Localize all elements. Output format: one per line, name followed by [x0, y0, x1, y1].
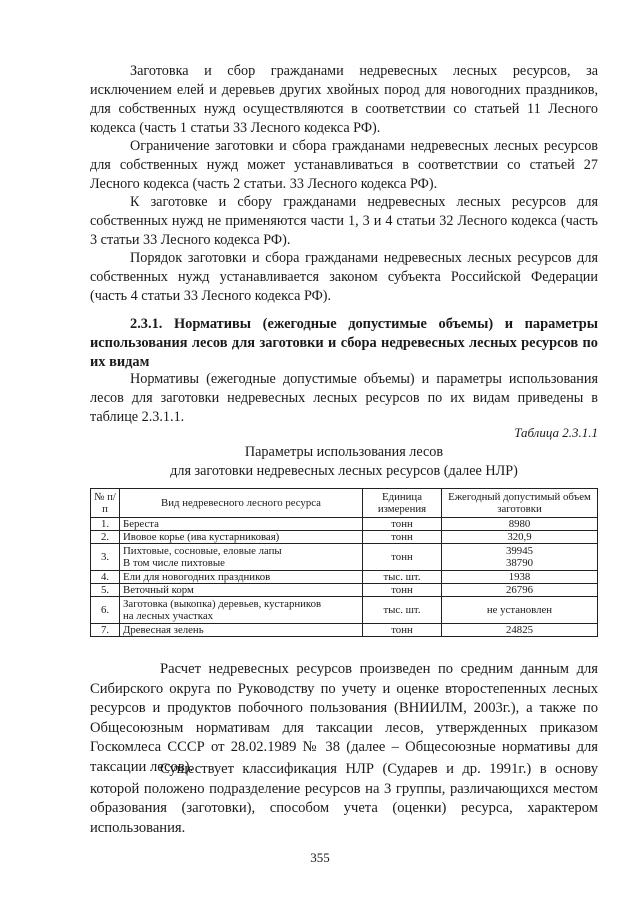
paragraph-norms: Нормативы (ежегодные допустимые объемы) и параметры использования лесов для заготовки недревесных лесных ресурсов по их видам приведены в таблице 2.3.1.1. — [90, 371, 598, 425]
paragraph-harvest-rules: Заготовка и сбор гражданами недревесных лесных ресурсов, за исключением елей и деревьев других хвойных пород для новогодних праздников, для собственных нужд осуществляются в соответствии со статьей 11 Лесного кодекса (часть 1 статьи 33 Лесного кодекса РФ). — [90, 63, 598, 136]
table-row — [91, 624, 598, 637]
row-num: 6. — [91, 597, 120, 624]
row-type: Ели для новогодних праздников — [120, 571, 363, 584]
row-num: 1. — [91, 518, 120, 531]
row-type-line1: Пихтовые, сосновые, еловые лапы — [123, 545, 282, 557]
table-row — [91, 531, 598, 544]
row-unit: тыс. шт. — [363, 571, 442, 584]
paragraph-procedure: Порядок заготовки и сбора гражданами недревесных лесных ресурсов для собственных нужд устанавливается законом субъекта Российской Федерации (часть 4 статьи 33 Лесного кодекса РФ). — [90, 250, 598, 304]
row-num: 2. — [91, 531, 120, 544]
table-header-row — [91, 489, 598, 518]
row-unit: тонн — [363, 518, 442, 531]
row-volume — [442, 544, 598, 571]
row-unit: тонн — [363, 544, 442, 571]
row-unit: тонн — [363, 584, 442, 597]
row-volume: 320,9 — [442, 531, 598, 544]
paragraph-not-applied: К заготовке и сбору гражданами недревесных лесных ресурсов для собственных нужд не применяются части 1, 3 и 4 статьи 32 Лесного кодекса (часть 3 статьи 33 Лесного кодекса РФ). — [90, 194, 598, 248]
table-title-line2: для заготовки недревесных лесных ресурсов (далее НЛР) — [170, 463, 518, 479]
row-type-line2: на лесных участках — [123, 610, 214, 622]
row-num: 5. — [91, 584, 120, 597]
header-unit: Единица измерения — [363, 489, 442, 518]
row-type: Веточный корм — [120, 584, 363, 597]
table-row — [91, 571, 598, 584]
table-row — [91, 597, 598, 624]
row-type — [120, 544, 363, 571]
row-volume: 1938 — [442, 571, 598, 584]
row-type: Береста — [120, 518, 363, 531]
row-type — [120, 597, 363, 624]
header-volume: Ежегодный допустимый объем заготовки — [442, 489, 598, 518]
row-unit: тонн — [363, 624, 442, 637]
row-unit: тыс. шт. — [363, 597, 442, 624]
parameters-table — [90, 488, 598, 637]
paragraph-restriction: Ограничение заготовки и сбора гражданами недревесных лесных ресурсов для собственных нужд может устанавливаться в соответствии со статьей 27 Лесного кодекса (часть 2 статьи. 33 Лесного кодекса РФ). — [90, 138, 598, 192]
page-number: 355 — [310, 850, 330, 865]
row-volume-line1: 39945 — [506, 545, 533, 557]
row-type-line2: В том числе пихтовые — [123, 557, 225, 569]
paragraph-calculation: Расчет недревесных ресурсов произведен по средним данным для Сибирского округа по Руководству по учету и оценке второстепенных лесных ресурсов и продуктов побочного пользования (ВНИИЛМ, 2003г.), а также по Общесоюзным нормативам для таксации лесов, утвержденных приказом Госкомлеса СССР от 28.02.1989 № 38 (далее – Общесоюзные нормативы для таксации лесов). — [90, 661, 598, 775]
table-title-line1: Параметры использования лесов — [244, 444, 444, 460]
row-volume: 8980 — [442, 518, 598, 531]
row-num: 7. — [91, 624, 120, 637]
row-type: Ивовое корье (ива кустарниковая) — [120, 531, 363, 544]
table-row — [91, 518, 598, 531]
row-volume: 24825 — [442, 624, 598, 637]
paragraph-classification: Существует классификация НЛР (Сударев и др. 1991г.) в основу которой положено подразделение ресурсов на 3 группы, различающихся местом образования (заготовки), способом учета (оценки) ресурса, характером использования. — [90, 761, 598, 836]
row-unit: тонн — [363, 531, 442, 544]
row-num: 4. — [91, 571, 120, 584]
row-type: Древесная зелень — [120, 624, 363, 637]
row-volume-line2: 38790 — [506, 557, 533, 569]
row-volume: не установлен — [442, 597, 598, 624]
row-volume: 26796 — [442, 584, 598, 597]
table-row — [91, 584, 598, 597]
header-num: № п/п — [91, 489, 120, 518]
section-heading: 2.3.1. Нормативы (ежегодные допустимые объемы) и параметры использования лесов для заготовки и сбора недревесных лесных ресурсов по их видам — [90, 316, 598, 370]
row-type-line1: Заготовка (выкопка) деревьев, кустарников — [123, 598, 322, 610]
row-num: 3. — [91, 544, 120, 571]
table-label: Таблица 2.3.1.1 — [514, 425, 598, 440]
table-row — [91, 544, 598, 571]
header-type: Вид недревесного лесного ресурса — [120, 489, 363, 518]
